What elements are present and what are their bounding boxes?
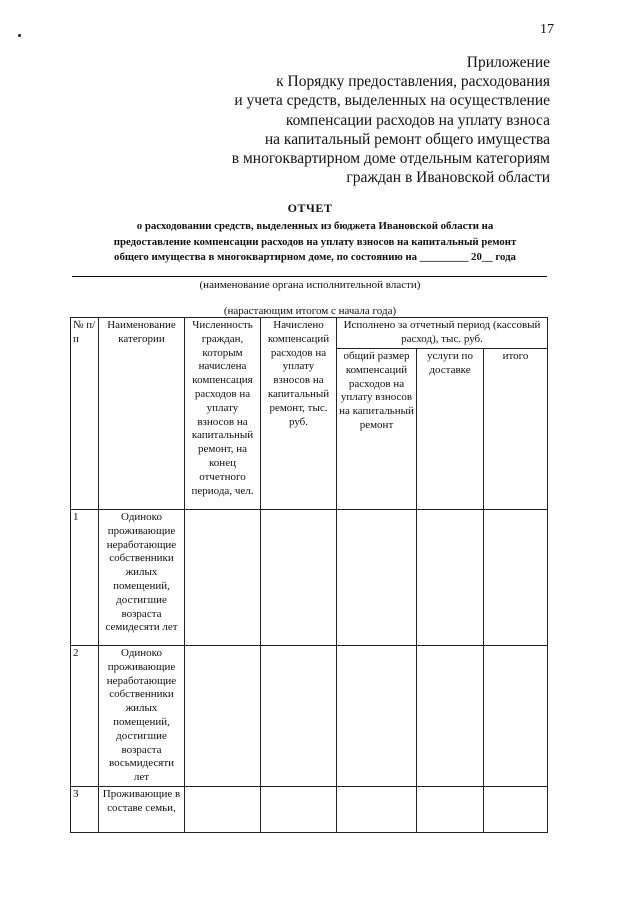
cell-executed-amount bbox=[337, 646, 417, 787]
row-category: Одиноко проживающие неработающие собственники жилых помещений, достигшие возраста восьмидесяти лет bbox=[99, 646, 185, 787]
cell-executed-amount bbox=[337, 786, 417, 832]
table-row bbox=[71, 646, 548, 787]
table-row bbox=[71, 510, 548, 646]
appendix-line: и учета средств, выделенных на осуществление bbox=[234, 92, 550, 110]
table-row bbox=[71, 786, 548, 832]
subtitle-line: о расходовании средств, выделенных из бюджета Ивановской области на bbox=[136, 220, 494, 232]
cell-executed-amount bbox=[337, 510, 417, 646]
row-category: Одиноко проживающие неработающие собственники жилых помещений, достигшие возраста семидесяти лет bbox=[99, 510, 185, 646]
header-accrued: Начислено компенсаций расходов на уплату взносов на капитальный ремонт, тыс. руб. bbox=[261, 318, 337, 510]
appendix-line: Приложение bbox=[466, 54, 550, 71]
subtitle-line: предоставление компенсации расходов на уплату взносов на капитальный ремонт bbox=[113, 235, 517, 248]
appendix-header bbox=[200, 53, 550, 187]
page-number: 17 bbox=[540, 22, 554, 37]
cumulative-note: (нарастающим итогом с начала года) bbox=[223, 305, 397, 317]
org-name-line bbox=[72, 276, 547, 277]
row-num: 3 bbox=[71, 786, 99, 832]
report-table bbox=[70, 317, 548, 833]
report-title: ОТЧЕТ bbox=[287, 201, 333, 215]
cell-executed-delivery bbox=[417, 786, 484, 832]
header-count: Численность граждан, которым начислена компенсация расходов на уплату взносов на капитальный ремонт, на конец отчетного периода, чел. bbox=[185, 318, 261, 510]
header-category: Наименование категории bbox=[99, 318, 185, 510]
cell-accrued bbox=[261, 786, 337, 832]
cell-count bbox=[185, 786, 261, 832]
cell-executed-delivery bbox=[417, 510, 484, 646]
appendix-line: компенсации расходов на уплату взноса bbox=[285, 111, 550, 129]
row-num: 1 bbox=[71, 510, 99, 646]
report-subtitle bbox=[70, 219, 560, 266]
cell-executed-total bbox=[484, 786, 548, 832]
cell-accrued bbox=[261, 646, 337, 787]
cell-executed-delivery bbox=[417, 646, 484, 787]
row-num: 2 bbox=[71, 646, 99, 787]
subtitle-line: общего имущества в многоквартирном доме, по состоянию на _________ 20__ года bbox=[114, 251, 516, 263]
org-caption: (наименование органа исполнительной власти) bbox=[199, 279, 421, 291]
appendix-line: граждан в Ивановской области bbox=[346, 169, 550, 187]
appendix-line: на капитальный ремонт общего имущества bbox=[264, 130, 550, 148]
cell-executed-total bbox=[484, 510, 548, 646]
cell-count bbox=[185, 510, 261, 646]
cell-count bbox=[185, 646, 261, 787]
appendix-line: в многоквартирном доме отдельным категориям bbox=[231, 150, 550, 168]
header-num: № п/п bbox=[71, 318, 99, 510]
header-executed: Исполнено за отчетный период (кассовый расход), тыс. руб. bbox=[337, 318, 548, 349]
row-category: Проживающие в составе семьи, bbox=[99, 786, 185, 832]
scan-speck bbox=[18, 34, 21, 37]
cell-accrued bbox=[261, 510, 337, 646]
header-executed-total: итого bbox=[484, 349, 548, 510]
appendix-line: к Порядку предоставления, расходования bbox=[276, 73, 550, 91]
cell-executed-total bbox=[484, 646, 548, 787]
header-executed-amount: общий размер компенсаций расходов на уплату взносов на капитальный ремонт bbox=[337, 349, 417, 510]
header-executed-delivery: услуги по доставке bbox=[417, 349, 484, 510]
